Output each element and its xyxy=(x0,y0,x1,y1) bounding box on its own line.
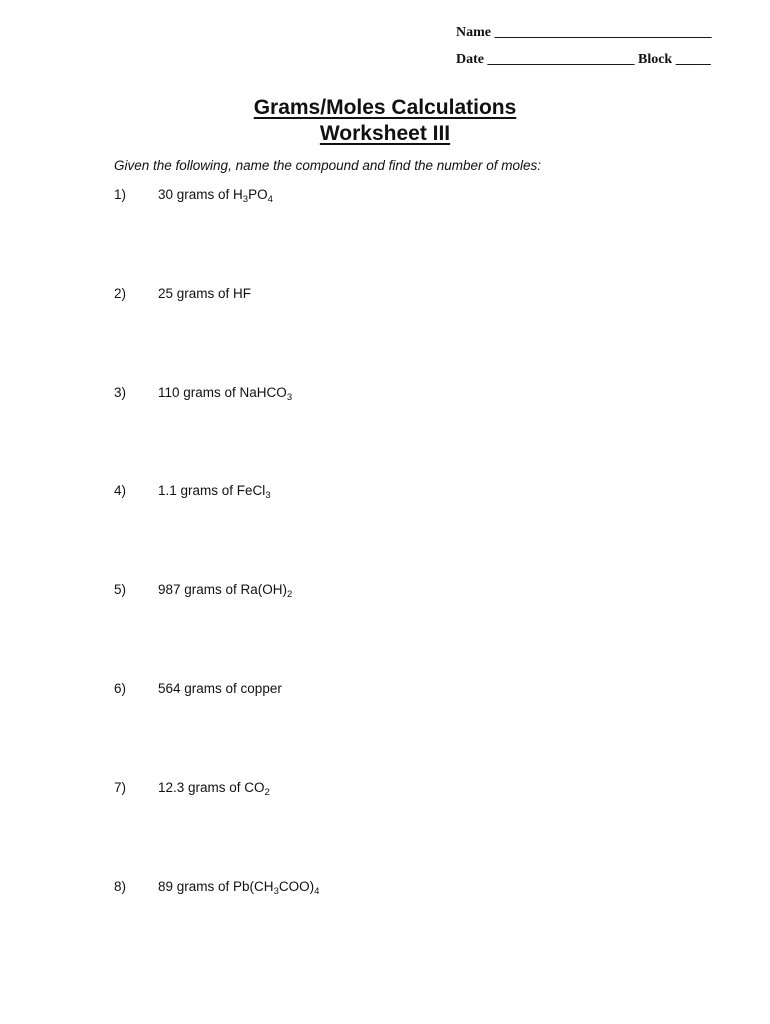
problem-number: 7) xyxy=(114,780,127,795)
problem-text: 564 grams of copper xyxy=(158,681,282,696)
problem-number: 4) xyxy=(114,483,127,498)
problem-text: 987 grams of $Ra(OH)_2$ xyxy=(158,582,293,600)
problem-text: 89 grams of $Pb(CH_3COO)_4$ xyxy=(158,879,320,897)
name-field[interactable]: Name _______________________________ xyxy=(456,25,712,40)
problem-text: 1.1 grams of FeCl$_3$ xyxy=(158,483,271,501)
problem-number: 3) xyxy=(114,385,127,400)
instructions: Given the following, name the compound and find the number of moles: xyxy=(114,158,542,173)
worksheet-subtitle: Worksheet III xyxy=(319,122,451,145)
problem-text: 25 grams of HF xyxy=(158,286,252,301)
problem-number: 6) xyxy=(114,681,127,696)
date-block-field[interactable]: Date _____________________ Block _____ xyxy=(456,52,711,67)
problem-number: 5) xyxy=(114,582,127,597)
problem-number: 2) xyxy=(114,286,127,301)
worksheet-title: Grams/Moles Calculations xyxy=(253,96,517,119)
problem-text: 12.3 grams of $CO_2$ xyxy=(158,780,270,798)
problem-text: 110 grams of NaHCO$_3$ xyxy=(158,385,293,403)
problem-text: 30 grams of $H_3PO_4$ xyxy=(158,187,273,205)
problem-number: 1) xyxy=(114,187,127,202)
problem-number: 8) xyxy=(114,879,127,894)
